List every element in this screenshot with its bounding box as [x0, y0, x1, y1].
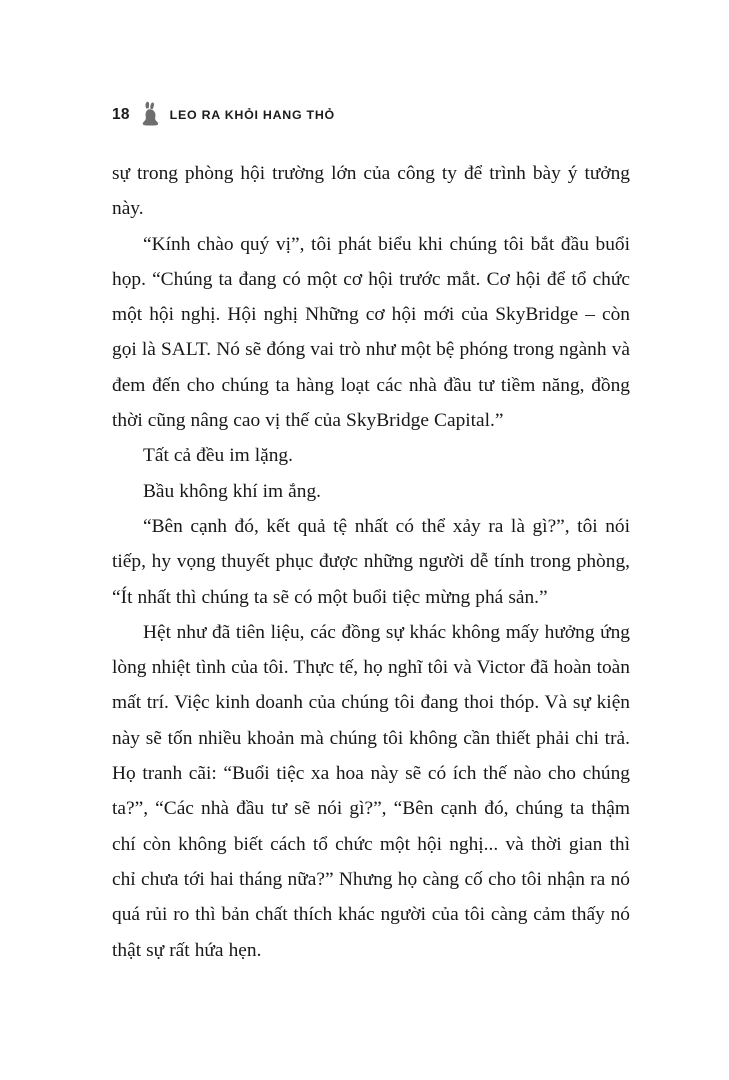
body-text: [112, 156, 630, 968]
page-number: 18: [112, 106, 130, 124]
running-head: [112, 98, 622, 132]
paragraph: Tất cả đều im lặng.: [143, 445, 293, 467]
running-head-title: LEO RA KHỎI HANG THỎ: [169, 107, 335, 122]
paragraph: “Bên cạnh đó, kết quả tệ nhất có thể xảy ra là gì?”, tôi nói tiếp, hy vọng thuyết phục được những người dễ tính trong phòng, “Ít nhất thì chúng ta sẽ có một buổi tiệc mừng phá sản.”: [112, 515, 630, 608]
rabbit-ornament-icon: [139, 101, 161, 127]
paragraph: Bầu không khí im ắng.: [143, 480, 321, 502]
paragraph: sự trong phòng hội trường lớn của công ty để trình bày ý tưởng này.: [112, 163, 630, 220]
paragraph: Hệt như đã tiên liệu, các đồng sự khác không mấy hưởng ứng lòng nhiệt tình của tôi. Thực tế, họ nghĩ tôi và Victor đã hoàn toàn mất trí. Việc kinh doanh của chúng tôi đang thoi thóp. Và sự kiện này sẽ tốn nhiều khoản mà chúng tôi không cần thiết phải chi trả. Họ tranh cãi: “Buổi tiệc xa hoa này sẽ có ích thế nào cho chúng ta?”, “Các nhà đầu tư sẽ nói gì?”, “Bên cạnh đó, chúng ta thậm chí còn không biết cách tổ chức một hội nghị... và thời gian thì chỉ chưa tới hai tháng nữa?” Nhưng họ càng cố cho tôi nhận ra nó quá rủi ro thì bản chất thích khác người của tôi càng cảm thấy nó thật sự rất hứa hẹn.: [112, 621, 630, 961]
paragraph: “Kính chào quý vị”, tôi phát biểu khi chúng tôi bắt đầu buổi họp. “Chúng ta đang có một cơ hội trước mắt. Cơ hội để tổ chức một hội nghị. Hội nghị Những cơ hội mới của SkyBridge – còn gọi là SALT. Nó sẽ đóng vai trò như một bệ phóng trong ngành và đem đến cho chúng ta hàng loạt các nhà đầu tư tiềm năng, đồng thời cũng nâng cao vị thế của SkyBridge Capital.”: [112, 233, 630, 432]
